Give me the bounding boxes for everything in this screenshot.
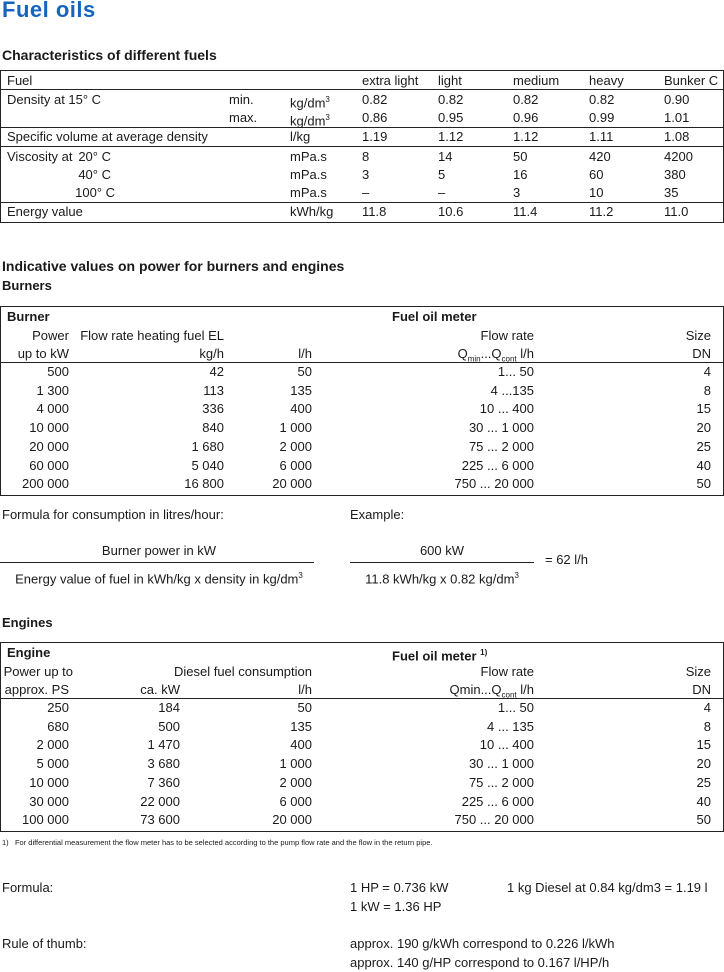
table-cell: 75 ... 2 000 [468,438,534,454]
table-cell: 6 000 [279,793,312,809]
example-denominator: 11.8 kWh/kg x 0.82 $kg/dm^3$ [365,571,519,587]
table-cell: 1... 50 [497,364,534,379]
table-cell: 225 ... 6 000 [461,457,534,473]
viscosity-value: 380 [664,167,686,182]
table-cell: 750 ... 20 000 [454,812,534,828]
example-numerator: 600 kW [419,543,465,558]
engines-table [0,642,724,832]
table-cell: 30 ... 1 000 [468,420,534,436]
viscosity-value: 5 [438,167,446,182]
formula-fraction-line [0,562,314,563]
burner-group-header: Burner [7,309,50,324]
specific-volume-value: 1.12 [438,129,464,144]
formula-label: Formula for consumption in litres/hour: [2,507,224,522]
engine-group-header: Engine [7,645,51,660]
table-cell: 400 [290,737,312,753]
header-heavy: heavy [589,73,624,88]
table-cell: 680 [47,718,69,734]
col-header-flow-rate: Flow rate [480,328,534,343]
section-heading-characteristics: Characteristics of different fuels [2,47,217,63]
density-min-value: 0.90 [664,92,690,107]
table-cell: 20 000 [272,476,312,492]
viscosity-value: 10 [589,185,604,200]
table-cell: 135 [290,382,312,398]
burners-table [0,306,724,496]
table-cell: 1 000 [279,756,312,772]
viscosity-temp: 100° C [75,185,115,200]
col-header-size: Size [685,664,711,679]
density-max-label: max. [229,110,258,125]
table-cell: 5 040 [191,457,224,473]
table-cell: 1 000 [279,420,312,436]
table-cell: 40 [696,793,711,809]
density-min-value: 0.82 [513,92,539,107]
table-cell: 400 [290,401,312,417]
specific-volume-value: 1.11 [589,129,614,144]
table-cell: 135 [290,718,312,734]
density-min-value: 0.82 [589,92,615,107]
viscosity-value: 35 [664,185,679,200]
header-fuel: Fuel [7,73,33,88]
formula-conversion-label: Formula: [2,880,54,895]
energy-value: 11.4 [513,204,538,219]
density-max-value: 0.96 [513,110,539,125]
formula-hp-to-kw: 1 HP = 0.736 kW [350,880,449,895]
density-max-value: 0.99 [589,110,615,125]
table-cell: 250 [47,700,69,715]
table-cell: 1 470 [147,737,180,753]
col-header-power-up-to: Power up to [3,664,73,679]
table-cell: 2 000 [279,774,312,790]
viscosity-value: 4200 [664,149,693,164]
table-cell: 8 [703,382,711,398]
table-cell: 1 680 [191,438,224,454]
engines-heading: Engines [2,615,53,630]
col-unit-kw: ca. kW [140,682,180,697]
viscosity-unit: mPa.s [290,167,327,182]
viscosity-temp: 40° C [78,167,111,182]
col-header-flow-rate-heating: Flow rate heating fuel EL [80,328,224,343]
specific-volume-value: 1.12 [513,129,539,144]
viscosity-value: – [362,185,370,200]
table-cell: 2 000 [36,737,69,753]
example-fraction-line [350,562,534,563]
fuel-oil-meter-group-header: Fuel oil meter $^{1)}$ [392,648,488,664]
table-cell: 25 [696,438,711,454]
col-header-power: Power [32,328,69,343]
specific-volume-label: Specific volume at average density [7,129,208,144]
energy-value: 10.6 [438,204,464,219]
density-unit: $kg/dm^3$ [290,95,330,111]
header-medium: medium [513,73,560,88]
density-max-value: 1.01 [664,110,690,125]
col-unit-dn: DN [692,346,711,361]
table-cell: 4 ...135 [490,382,534,398]
table-cell: 15 [696,737,711,753]
table-cell: 113 [203,382,224,398]
table-cell: 225 ... 6 000 [461,793,534,809]
viscosity-value: 3 [513,185,521,200]
table-cell: 336 [202,401,224,417]
table-cell: 15 [696,401,711,417]
table-cell: 75 ... 2 000 [468,774,534,790]
viscosity-value: 60 [589,167,604,182]
table-cell: 20 [696,420,711,436]
viscosity-unit: mPa.s [290,185,327,200]
burners-heading: Burners [2,278,52,293]
viscosity-value: 420 [589,149,611,164]
table-cell: 5 000 [36,756,69,772]
table-cell: 50 [696,476,711,492]
formula-kw-to-hp: 1 kW = 1.36 HP [350,899,442,914]
col-unit-kw: up to kW [17,346,69,361]
example-label: Example: [350,507,405,522]
col-unit-ps: approx. PS [4,682,69,697]
table-cell: 10 ... 400 [479,401,534,417]
table-cell: 50 [297,700,312,715]
table-cell: 73 600 [140,812,180,828]
specific-volume-unit: l/kg [290,129,311,144]
table-cell: 2 000 [279,438,312,454]
fuel-oil-meter-group-header: Fuel oil meter [392,309,477,324]
density-min-value: 0.82 [438,92,464,107]
density-max-value: 0.86 [362,110,388,125]
density-min-value: 0.82 [362,92,388,107]
specific-volume-value: 1.19 [362,129,388,144]
density-max-value: 0.95 [438,110,464,125]
table-cell: 8 [703,718,711,734]
viscosity-temp: 20° C [78,149,111,164]
viscosity-value: 16 [513,167,528,182]
page-title: Fuel oils [2,0,96,22]
table-cell: 20 000 [272,812,312,828]
table-cell: 20 [696,756,711,772]
table-cell: 840 [202,420,224,436]
col-header-size: Size [685,328,711,343]
table-cell: 10 ... 400 [479,737,534,753]
table-cell: 4 000 [36,401,69,417]
energy-value: 11.8 [362,204,387,219]
divider [1,362,723,363]
table-cell: 750 ... 20 000 [454,476,534,492]
table-cell: 200 000 [22,476,69,492]
col-unit-kgh: kg/h [199,346,224,361]
table-cell: 4 ... 135 [487,718,534,734]
col-header-diesel-consumption: Diesel fuel consumption [173,664,312,679]
viscosity-label: Viscosity at [7,149,73,164]
col-unit-dn: DN [692,682,711,697]
table-cell: 25 [696,774,711,790]
table-cell: 184 [158,700,180,715]
energy-unit: kWh/kg [290,204,334,219]
table-cell: 6 000 [279,457,312,473]
table-cell: 1 300 [36,382,69,398]
section-heading-indicative-values: Indicative values on power for burners and engines [2,258,345,274]
header-extra-light: extra light [362,73,419,88]
footnote: 1) For differential measurement the flow meter has to be selected according to the pump flow rate and the flow in the return pipe. [2,838,433,847]
table-cell: 50 [297,364,312,379]
table-cell: 500 [47,364,69,379]
formula-diesel: 1 kg Diesel at 0.84 kg/dm3 = 1.19 l [507,880,708,895]
col-header-flow-rate: Flow rate [480,664,534,679]
density-label: Density at 15° C [7,92,102,107]
table-cell: 10 000 [29,420,69,436]
rule-of-thumb-line: approx. 190 g/kWh correspond to 0.226 l/kWh [350,936,615,951]
viscosity-value: 14 [438,149,453,164]
specific-volume-value: 1.08 [664,129,690,144]
table-cell: 10 000 [29,774,69,790]
table-cell: 100 000 [22,812,69,828]
table-cell: 22 000 [140,793,180,809]
table-cell: 3 680 [147,756,180,772]
viscosity-value: 8 [362,149,370,164]
characteristics-table [0,70,724,223]
viscosity-value: 3 [362,167,370,182]
table-cell: 4 [703,364,711,379]
table-cell: 60 000 [29,457,69,473]
table-cell: 1... 50 [497,700,534,715]
header-light: light [438,73,462,88]
table-cell: 30 ... 1 000 [468,756,534,772]
table-cell: 50 [696,812,711,828]
energy-value: 11.0 [664,204,689,219]
viscosity-value: 50 [513,149,528,164]
viscosity-value: – [438,185,446,200]
rule-of-thumb-label: Rule of thumb: [2,936,87,951]
col-unit-lh: l/h [298,682,312,697]
col-unit-lh: l/h [298,346,312,361]
table-cell: 30 000 [29,793,69,809]
col-unit-qmin-qcont: $Qmin...Q_{cont}$ l/h [449,682,534,700]
header-bunker-c: Bunker C [664,73,719,88]
table-cell: 42 [209,364,224,379]
table-cell: 40 [696,457,711,473]
density-min-label: min. [229,92,254,107]
rule-of-thumb-line: approx. 140 g/HP correspond to 0.167 l/HP/h [350,955,610,970]
table-cell: 500 [158,718,180,734]
energy-value: 11.2 [589,204,614,219]
viscosity-unit: mPa.s [290,149,327,164]
divider [1,146,723,147]
example-result: = 62 l/h [545,552,589,567]
density-unit: $kg/dm^3$ [290,113,330,129]
formula-denominator: Energy value of fuel in kWh/kg x density in $kg/dm^3$ [15,571,303,587]
formula-numerator: Burner power in kW [101,543,217,558]
table-cell: 7 360 [147,774,180,790]
energy-label: Energy value [7,204,83,219]
table-cell: 16 800 [184,476,224,492]
col-unit-qmin-qcont: $Q_{min}...Q_{cont}$ l/h [457,346,534,364]
table-cell: 4 [703,700,711,715]
table-cell: 20 000 [29,438,69,454]
